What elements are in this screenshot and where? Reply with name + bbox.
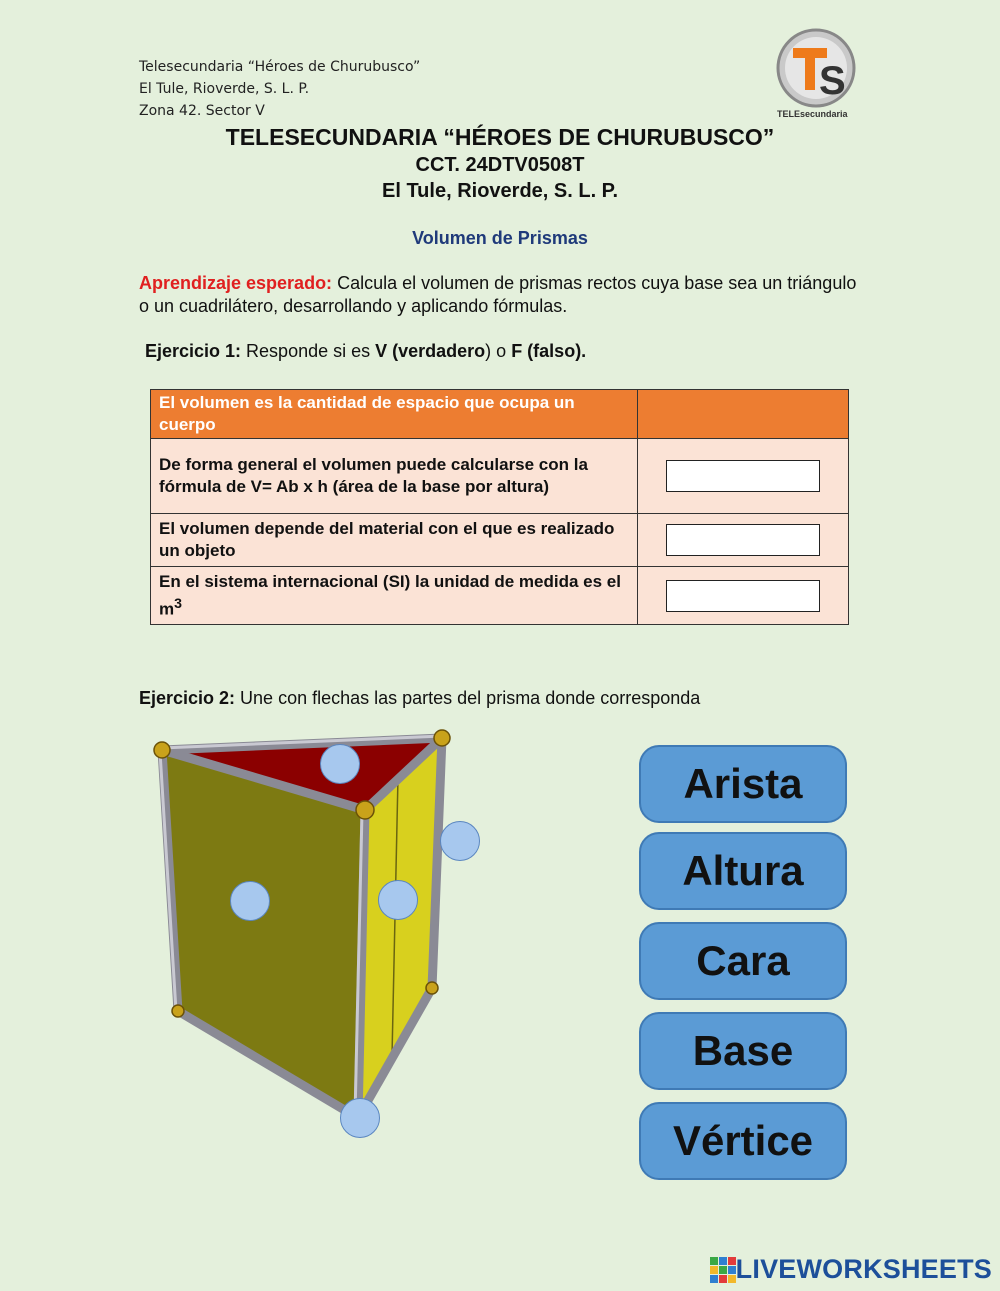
exercise-1-label: Ejercicio 1: [145, 341, 242, 361]
table-row [151, 567, 849, 625]
statement-cell: El volumen depende del material con el que es realizado un objeto [151, 514, 638, 567]
exercise-1-instructions [145, 341, 586, 362]
answer-input[interactable] [666, 524, 820, 556]
topic-title: Volumen de Prismas [412, 228, 588, 248]
liveworksheets-brand[interactable] [710, 1254, 992, 1285]
header-line-1: Telesecundaria “Héroes de Churubusco” [139, 59, 421, 75]
school-title: TELESECUNDARIA “HÉROES DE CHURUBUSCO” [225, 124, 775, 150]
drop-target-left-face[interactable] [230, 881, 270, 921]
exercise-2-label: Ejercicio 2: [139, 688, 236, 708]
answer-cell [638, 439, 849, 514]
drop-target-top-face[interactable] [320, 744, 360, 784]
logo-letter-s: S [819, 59, 846, 103]
prism-illustration [145, 722, 490, 1150]
true-false-table [150, 389, 849, 625]
cct-code: CCT. 24DTV0508T [415, 154, 585, 176]
word-altura-button[interactable]: Altura [639, 832, 847, 910]
header-line-3: Zona 42. Sector V [139, 103, 265, 119]
table-row [151, 390, 849, 439]
learning-label: Aprendizaje esperado: [139, 273, 333, 293]
liveworksheets-logo-icon [710, 1257, 736, 1283]
answer-input[interactable] [666, 460, 820, 492]
logo-caption: TELEsecundaria [777, 109, 848, 119]
statement-cell: De forma general el volumen puede calcularse con la fórmula de V= Ab x h (área de la base por altura) [151, 439, 638, 514]
exercise-2-instructions [139, 688, 700, 709]
false-option: F (falso). [511, 341, 587, 361]
statement-text: En el sistema internacional (SI) la unidad de medida es el m [159, 571, 621, 619]
answer-cell [638, 567, 849, 625]
superscript: 3 [174, 595, 182, 612]
statement-cell [151, 567, 638, 625]
learning-objective [139, 272, 859, 318]
word-vertice-button[interactable]: Vértice [639, 1102, 847, 1180]
answer-input[interactable] [666, 580, 820, 612]
table-row [151, 439, 849, 514]
answer-cell [638, 514, 849, 567]
drop-target-front-edge[interactable] [378, 880, 418, 920]
brand-name: LIVEWORKSHEETS [735, 1254, 992, 1284]
drop-target-right-edge[interactable] [440, 821, 480, 861]
word-cara-button[interactable]: Cara [639, 922, 847, 1000]
word-base-button[interactable]: Base [639, 1012, 847, 1090]
exercise-1-text-a: Responde si es [241, 341, 376, 361]
learning-text: Calcula el volumen de prismas rectos cuya base sea un triángulo o un cuadrilátero, desarrollando y aplicando fórmulas. [139, 273, 857, 316]
exercise-1-text-b: ) o [485, 341, 512, 361]
school-place: El Tule, Rioverde, S. L. P. [382, 180, 618, 202]
word-arista-button[interactable]: Arista [639, 745, 847, 823]
true-option: V (verdadero [375, 341, 486, 361]
school-logo [775, 28, 859, 120]
drop-target-bottom-vertex[interactable] [340, 1098, 380, 1138]
header-line-2: El Tule, Rioverde, S. L. P. [139, 81, 310, 97]
answer-cell [638, 390, 849, 439]
exercise-2-text: Une con flechas las partes del prisma donde corresponda [235, 688, 701, 708]
statement-cell: El volumen es la cantidad de espacio que ocupa un cuerpo [151, 390, 638, 439]
table-row [151, 514, 849, 567]
